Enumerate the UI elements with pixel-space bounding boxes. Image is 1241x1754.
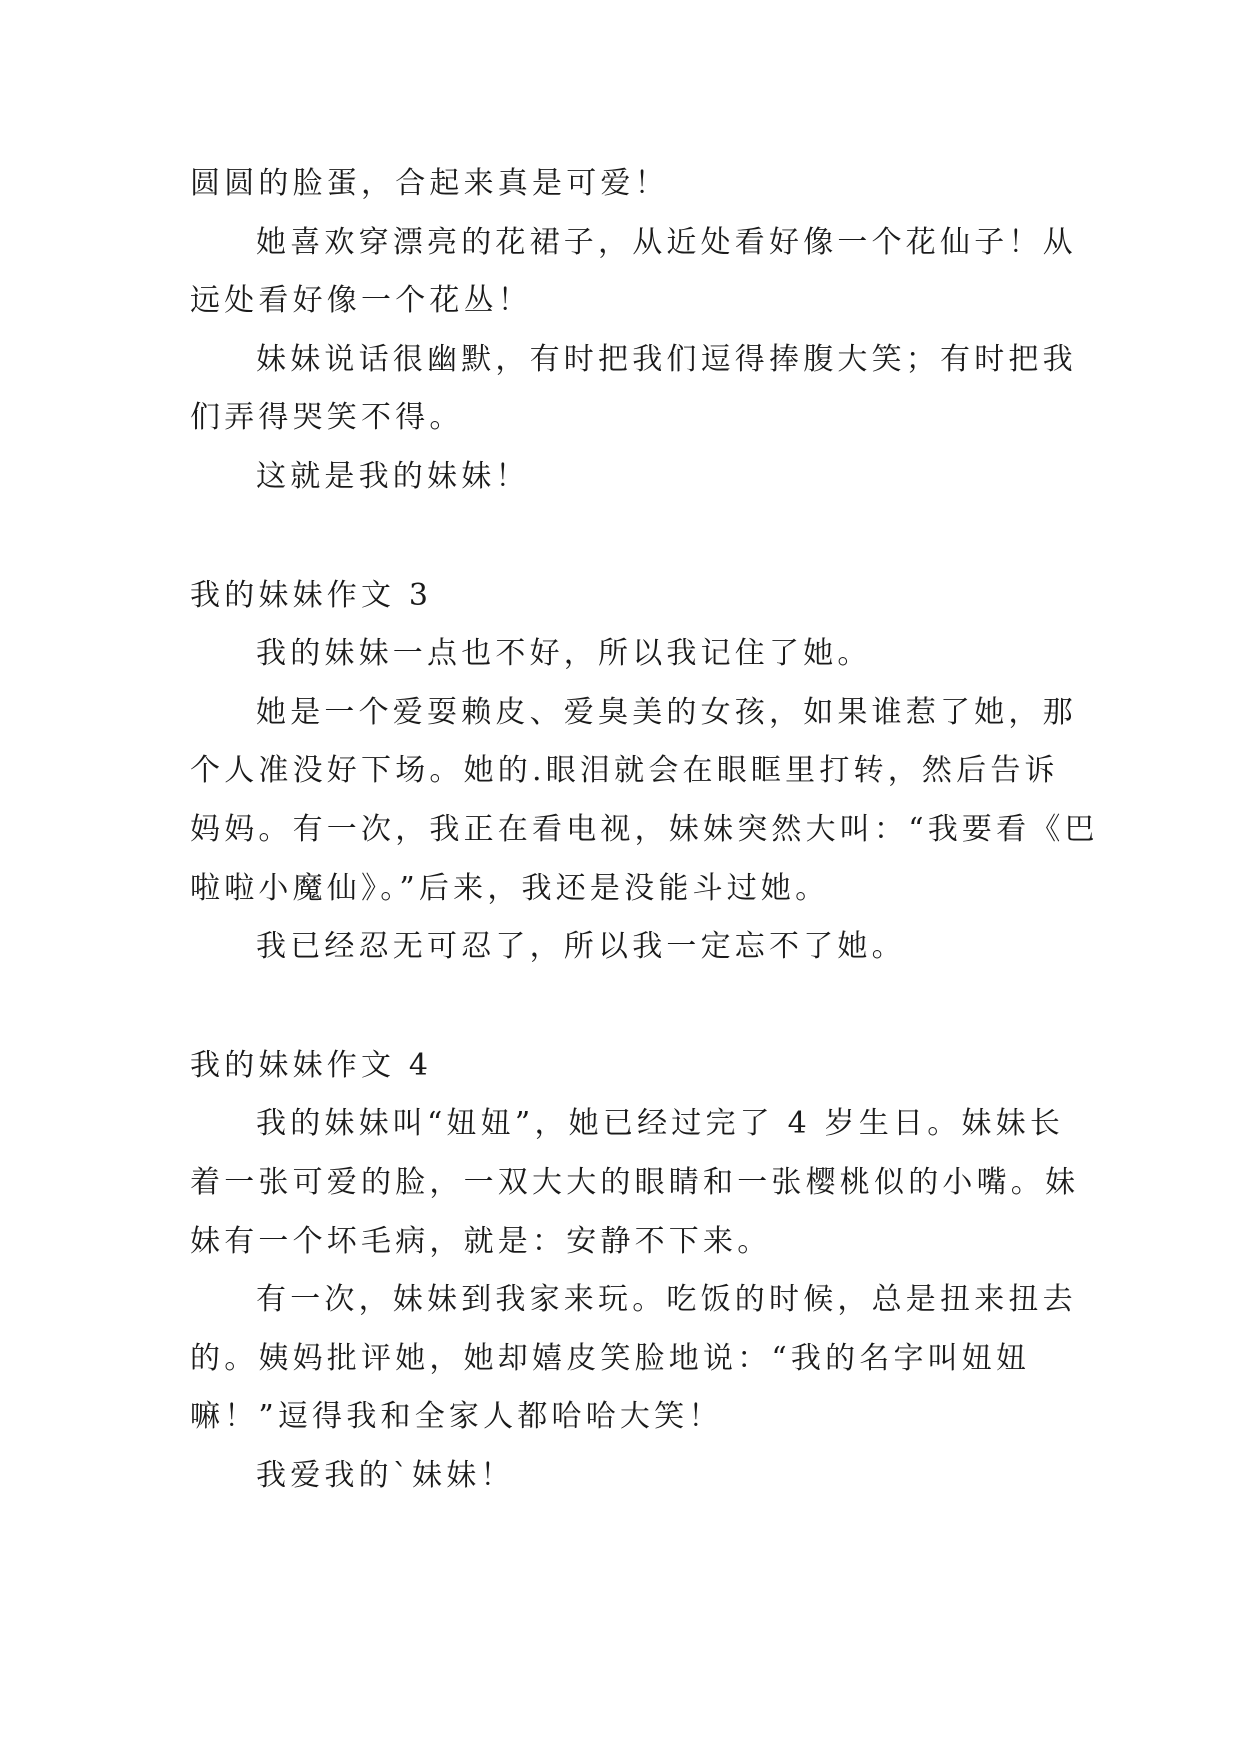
heading-text: 我的妹妹作文 4 <box>190 1047 433 1083</box>
text-line: 她是一个爱耍赖皮、爱臭美的女孩，如果谁惹了她，那 <box>256 694 1077 730</box>
text-line: 我的妹妹一点也不好，所以我记住了她。 <box>256 636 872 672</box>
section-heading <box>190 567 1058 626</box>
text-line: 妹妹说话很幽默，有时把我们逗得捧腹大笑；有时把我 <box>256 341 1077 377</box>
text-line: 妹有一个坏毛病，就是：安静不下来。 <box>190 1223 772 1259</box>
paragraph <box>190 448 1058 507</box>
text-line: 个人准没好下场。她的.眼泪就会在眼眶里打转，然后告诉 <box>190 753 1059 789</box>
heading-text: 我的妹妹作文 3 <box>190 577 433 613</box>
text-line: 我爱我的`妹妹！ <box>256 1457 515 1493</box>
paragraph <box>190 1271 1077 1447</box>
paragraph <box>190 1095 1080 1271</box>
text-line: 有一次，妹妹到我家来玩。吃饭的时候，总是扭来扭去 <box>256 1282 1077 1318</box>
text-line: 圆圆的脸蛋，合起来真是可爱！ <box>190 166 669 201</box>
paragraph <box>190 155 1058 214</box>
text-line: 嘛！”逗得我和全家人都哈哈大笑！ <box>190 1399 723 1435</box>
document-page <box>190 155 1099 1505</box>
text-line: 我已经忍无可忍了，所以我一定忘不了她。 <box>256 929 906 965</box>
text-line: 们弄得哭笑不得。 <box>190 400 464 436</box>
section-gap <box>190 977 1058 1037</box>
text-line: 啦啦小魔仙》。”后来，我还是没能斗过她。 <box>190 870 830 906</box>
text-line: 远处看好像一个花丛！ <box>190 283 532 319</box>
paragraph <box>190 684 1099 918</box>
paragraph <box>190 214 1077 331</box>
text-line: 妈妈。有一次，我正在看电视，妹妹突然大叫：“我要看《巴 <box>190 811 1099 847</box>
paragraph <box>190 918 1058 977</box>
paragraph <box>190 1447 1058 1506</box>
paragraph <box>190 625 1058 684</box>
section-gap <box>190 507 1058 567</box>
text-line: 我的妹妹叫“妞妞”，她已经过完了 4 岁生日。妹妹长 <box>256 1106 1065 1142</box>
section-heading <box>190 1037 1058 1096</box>
text-line: 这就是我的妹妹！ <box>256 458 530 494</box>
text-line: 着一张可爱的脸，一双大大的眼睛和一张樱桃似的小嘴。妹 <box>190 1164 1080 1200</box>
text-line: 的。姨妈批评她，她却嬉皮笑脸地说：“我的名字叫妞妞 <box>190 1340 1031 1376</box>
text-line: 她喜欢穿漂亮的花裙子，从近处看好像一个花仙子！从 <box>256 224 1077 260</box>
paragraph <box>190 331 1077 448</box>
